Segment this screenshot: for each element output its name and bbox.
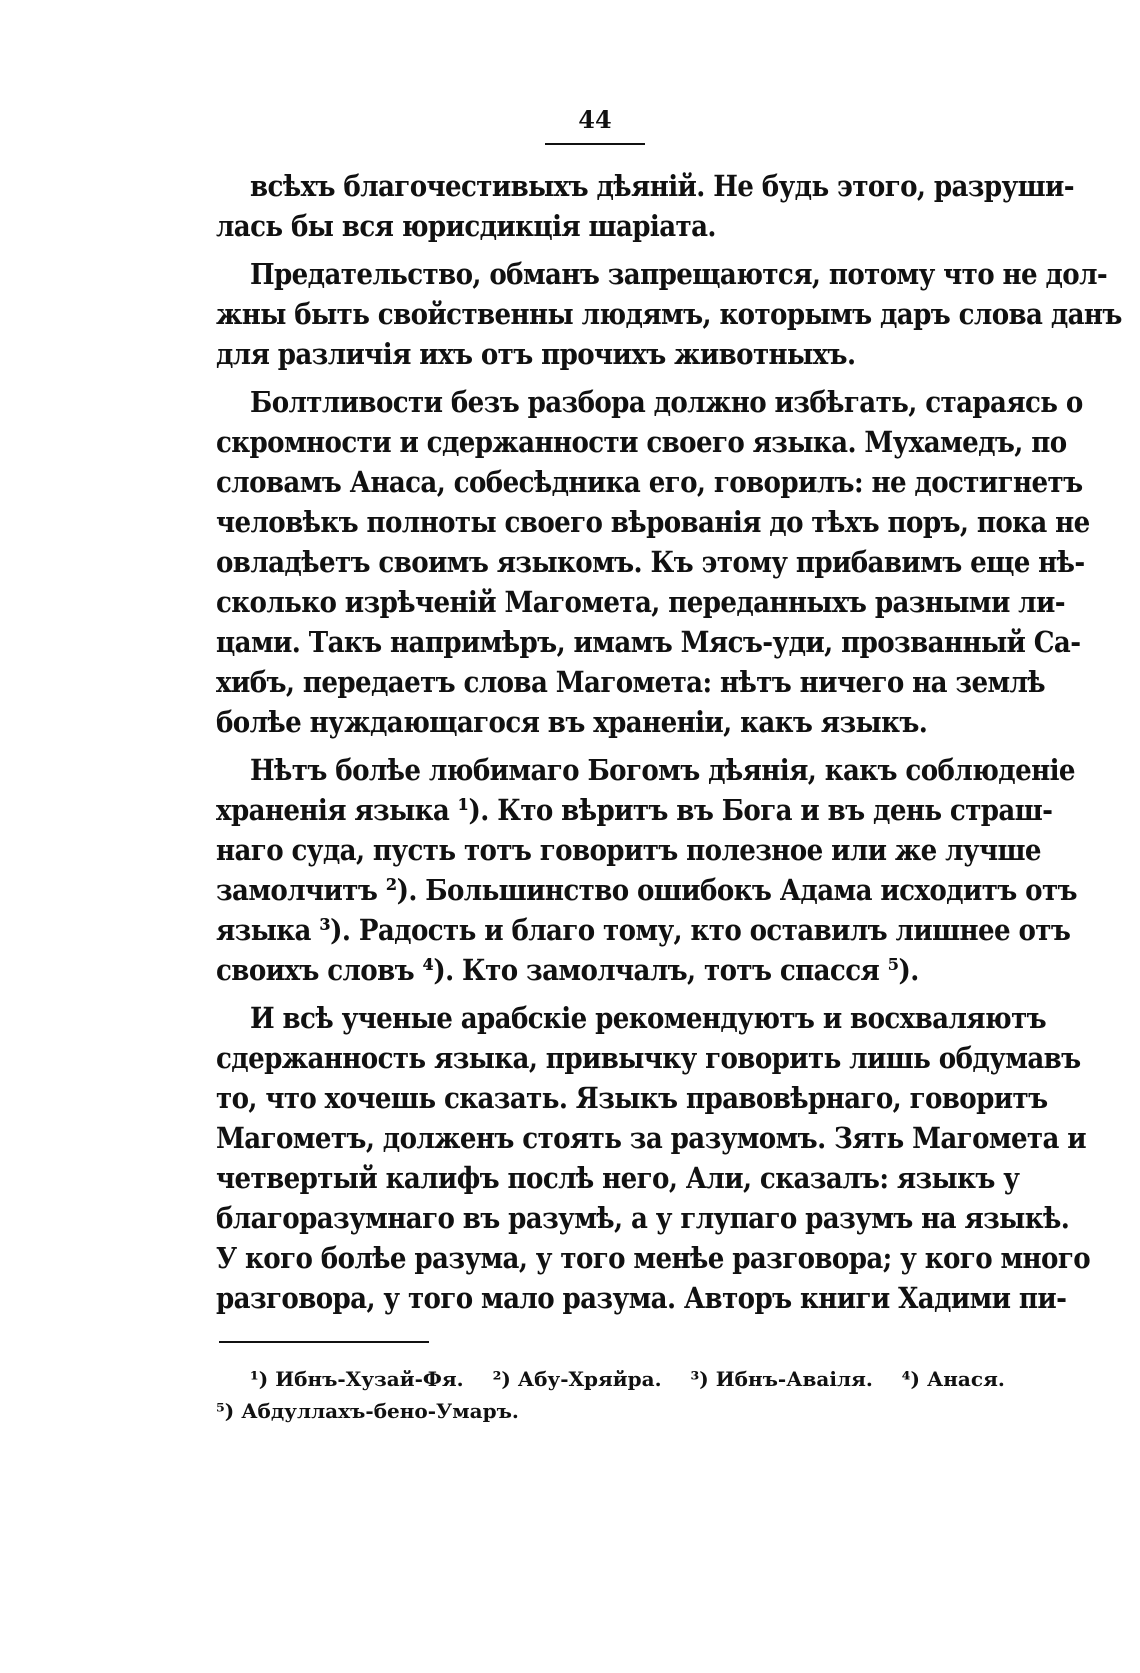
footnote-mark: ¹) bbox=[250, 1367, 269, 1391]
text-line: то, что хочешь сказать. Языкъ правовѣрнаго, говоритъ bbox=[216, 1081, 1048, 1115]
footnote-1 bbox=[250, 1367, 464, 1391]
footnote-text: Ибнъ-Хузай-Фя. bbox=[275, 1367, 464, 1391]
text-line: Предательство, обманъ запрещаются, потому что не дол- bbox=[250, 257, 1108, 291]
footnote-5 bbox=[216, 1399, 519, 1423]
paragraph bbox=[216, 166, 1075, 246]
text-line: сдержанность языка, привычку говорить лишь обдумавъ bbox=[216, 1041, 1081, 1075]
paragraph bbox=[216, 254, 1122, 374]
text-line: языка ³). Радость и благо тому, кто оставилъ лишнее отъ bbox=[216, 913, 1071, 947]
text-line: храненія языка ¹). Кто вѣритъ въ Бога и въ день страш- bbox=[216, 793, 1053, 827]
body-text bbox=[216, 166, 1122, 1326]
text-line: скромности и сдержанности своего языка. Мухамедъ, по bbox=[216, 425, 1067, 459]
text-line: словамъ Анаса, собесѣдника его, говорилъ: не достигнетъ bbox=[216, 465, 1083, 499]
text-line: Магометъ, долженъ стоять за разумомъ. Зять Магомета и bbox=[216, 1121, 1087, 1155]
text-line: Болтливости безъ разбора должно избѣгать, стараясь о bbox=[250, 385, 1083, 419]
text-line: четвертый калифъ послѣ него, Али, сказалъ: языкъ у bbox=[216, 1161, 1020, 1195]
footnote-line bbox=[216, 1363, 1005, 1395]
text-line: цами. Такъ напримѣръ, имамъ Мясъ-уди, прозванный Са- bbox=[216, 625, 1081, 659]
footnote-4 bbox=[902, 1367, 1005, 1391]
footnote-3 bbox=[691, 1367, 873, 1391]
text-line: сколько изрѣченій Магомета, переданныхъ разными ли- bbox=[216, 585, 1065, 619]
text-line: своихъ словъ ⁴). Кто замолчалъ, тотъ спасся ⁵). bbox=[216, 953, 919, 987]
text-line: наго суда, пусть тотъ говоритъ полезное или же лучше bbox=[216, 833, 1041, 867]
text-line: жны быть свойственны людямъ, которымъ даръ слова данъ bbox=[216, 297, 1122, 331]
text-line: разговора, у того мало разума. Авторъ книги Хадими пи- bbox=[216, 1281, 1067, 1315]
footnote-mark: ⁵) bbox=[216, 1399, 235, 1423]
footnote-text: Ибнъ-Аваіля. bbox=[715, 1367, 873, 1391]
text-line: Нѣтъ болѣе любимаго Богомъ дѣянія, какъ соблюденіе bbox=[250, 753, 1075, 787]
text-line: благоразумнаго въ разумѣ, а у глупаго разумъ на языкѣ. bbox=[216, 1201, 1070, 1235]
text-line: замолчитъ ²). Большинство ошибокъ Адама исходитъ отъ bbox=[216, 873, 1077, 907]
page-number-rule bbox=[545, 143, 645, 145]
footnote-mark: ²) bbox=[492, 1367, 511, 1391]
footnote-text: Абу-Хряйра. bbox=[517, 1367, 662, 1391]
paragraph bbox=[216, 750, 1077, 990]
text-line: И всѣ ученые арабскіе рекомендуютъ и восхваляютъ bbox=[250, 1001, 1047, 1035]
text-line: У кого болѣе разума, у того менѣе разговора; у кого много bbox=[216, 1241, 1091, 1275]
text-line: овладѣетъ своимъ языкомъ. Къ этому прибавимъ еще нѣ- bbox=[216, 545, 1085, 579]
footnote-mark: ⁴) bbox=[901, 1367, 921, 1391]
footnote-mark: ³) bbox=[690, 1367, 709, 1391]
text-line: болѣе нуждающагося въ храненіи, какъ языкъ. bbox=[216, 705, 928, 739]
footnotes bbox=[216, 1363, 1005, 1427]
paragraph bbox=[216, 998, 1091, 1318]
text-line: лась бы вся юрисдикція шаріата. bbox=[216, 209, 716, 243]
text-line: хибъ, передаетъ слова Магомета: нѣтъ ничего на землѣ bbox=[216, 665, 1046, 699]
paragraph bbox=[216, 382, 1090, 742]
text-line: всѣхъ благочестивыхъ дѣяній. Не будь этого, разруши- bbox=[250, 169, 1075, 203]
footnote-separator bbox=[219, 1341, 429, 1343]
footnote-text: Абдуллахъ-бено-Умаръ. bbox=[241, 1399, 519, 1423]
page-number: 44 bbox=[578, 105, 612, 134]
footnote-text: Анася. bbox=[927, 1367, 1005, 1391]
footnote-line bbox=[216, 1395, 982, 1427]
text-line: человѣкъ полноты своего вѣрованія до тѣхъ поръ, пока не bbox=[216, 505, 1090, 539]
footnote-2 bbox=[493, 1367, 662, 1391]
text-line: для различія ихъ отъ прочихъ животныхъ. bbox=[216, 337, 856, 371]
